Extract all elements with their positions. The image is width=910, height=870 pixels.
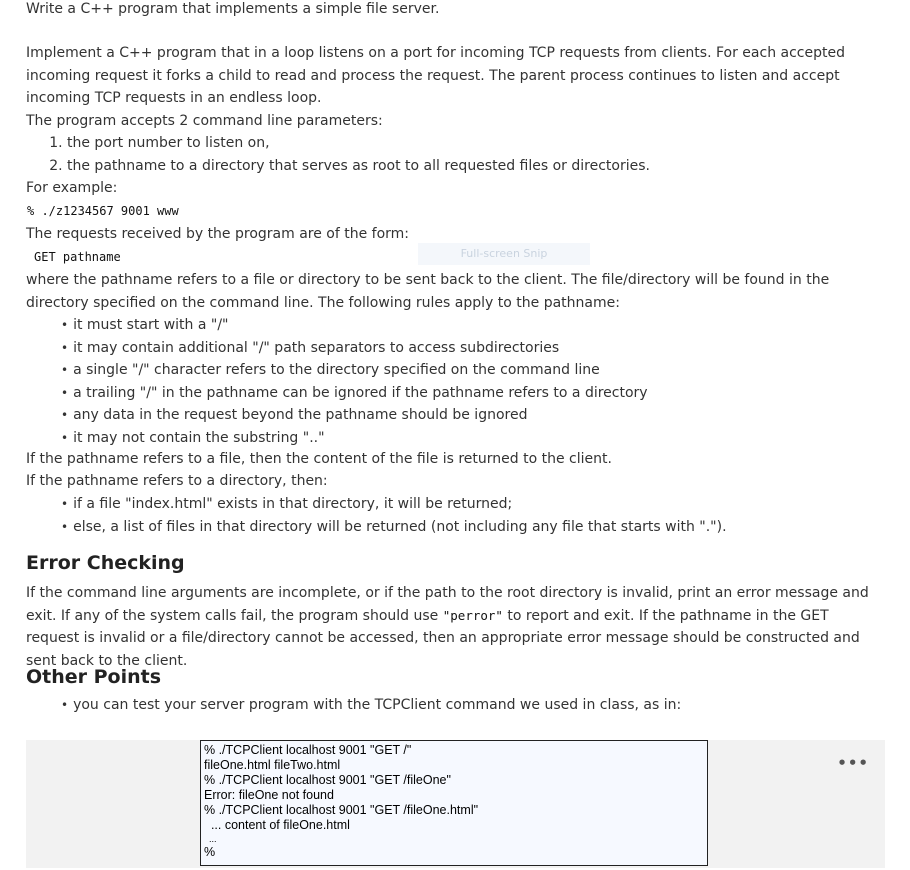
params-intro: The program accepts 2 command line parameters: — [26, 113, 383, 129]
example-label: For example: — [26, 180, 118, 196]
list-item: 1. the port number to listen on, — [67, 132, 650, 155]
code-example-block — [26, 740, 885, 868]
request-form: GET pathname — [34, 250, 121, 264]
list-item: • any data in the request beyond the pathname should be ignored — [61, 404, 648, 427]
list-item: 2. the pathname to a directory that serves as root to all requested files or directories. — [67, 155, 650, 178]
code-line: Error: fileOne not found — [204, 788, 334, 802]
code-line: fileOne.html fileTwo.html — [204, 758, 341, 772]
full-screen-snip-overlay[interactable]: Full-screen Snip — [418, 243, 590, 265]
code-line: ... — [204, 834, 217, 844]
pathname-description: where the pathname refers to a file or directory to be sent back to the client. The file/directory will be found in the directory specified on the command line. The following rules apply to the pathname: — [26, 272, 830, 311]
example-command: % ./z1234567 9001 www — [27, 204, 179, 218]
error-text-part2: to report and exit. If the pathname in the GET request is invalid or a file/directory cannot be accessed, then an appropriate error message should be constructed and sent back to the client. — [26, 607, 860, 669]
intro-text: Write a C++ program that implements a simple file server. — [26, 1, 440, 17]
params-list — [26, 132, 650, 177]
error-checking-heading: Error Checking — [26, 552, 185, 574]
code-line: % ./TCPClient localhost 9001 "GET /" — [204, 743, 412, 757]
description-paragraph: Implement a C++ program that in a loop listens on a port for incoming TCP requests from clients. For each accepted incoming request it forks a child to read and process the request. The parent process continues to listen and accept incoming TCP requests in an endless loop. — [26, 45, 845, 106]
error-checking-paragraph — [26, 582, 886, 672]
code-line: % ./TCPClient localhost 9001 "GET /fileOne" — [204, 773, 451, 787]
code-line: % — [204, 845, 216, 859]
other-points-heading: Other Points — [26, 666, 162, 688]
code-line: % ./TCPClient localhost 9001 "GET /fileOne.html" — [204, 803, 479, 817]
list-item: • a trailing "/" in the pathname can be ignored if the pathname refers to a directory — [61, 382, 648, 405]
other-points-list — [26, 694, 681, 717]
list-item: • it may not contain the substring ".." — [61, 427, 648, 450]
list-item: • it must start with a "/" — [61, 314, 648, 337]
list-item: • else, a list of files in that directory will be returned (not including any file that starts with "."). — [61, 516, 727, 539]
requests-intro: The requests received by the program are of the form: — [26, 226, 410, 242]
dir-rules-list — [26, 493, 727, 538]
list-item: • if a file "index.html" exists in that directory, it will be returned; — [61, 493, 727, 516]
file-case-text: If the pathname refers to a file, then the content of the file is returned to the client. — [26, 451, 612, 467]
dir-case-text: If the pathname refers to a directory, then: — [26, 473, 328, 489]
list-item: • you can test your server program with the TCPClient command we used in class, as in: — [61, 694, 681, 717]
list-item: • a single "/" character refers to the directory specified on the command line — [61, 359, 648, 382]
code-box — [200, 740, 708, 866]
code-line: ... content of fileOne.html — [204, 818, 350, 832]
list-item: • it may contain additional "/" path separators to access subdirectories — [61, 337, 648, 360]
error-text-part1: If the command line arguments are incomplete, or if the path to the root directory is invalid, print an error message and exit. If any of the system calls fail, the program should use — [26, 585, 869, 624]
perror-code: "perror" — [442, 607, 503, 623]
more-dots-icon[interactable]: ••• — [837, 754, 869, 772]
rules-list — [26, 314, 648, 449]
